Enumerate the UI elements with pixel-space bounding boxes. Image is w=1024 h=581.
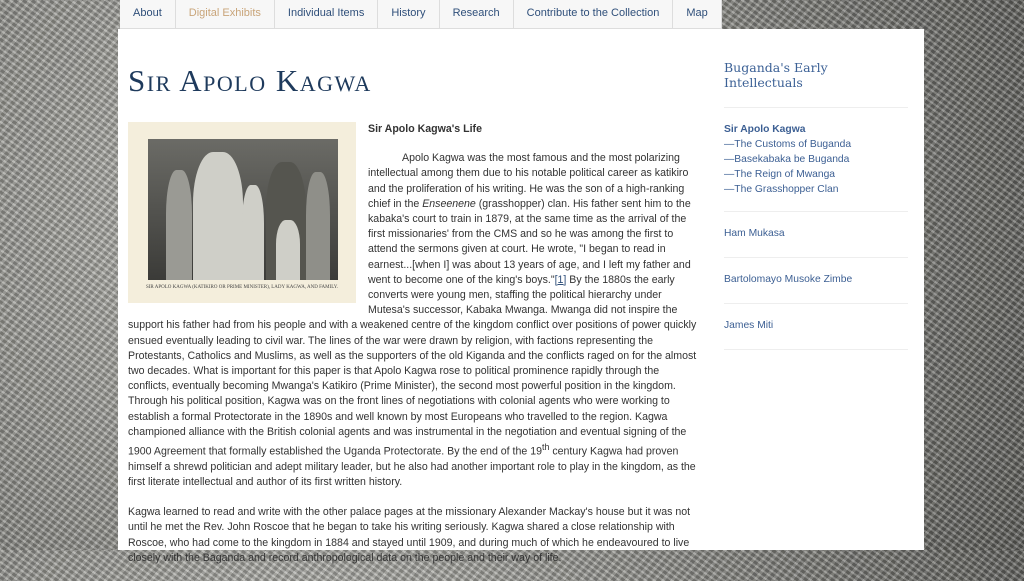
nav-about[interactable]: About — [120, 0, 176, 28]
photo-caption: SIR APOLO KAGWA (KATIKIRO OR PRIME MINISTER), LADY KAGWA, AND FAMILY. — [145, 285, 339, 290]
content-panel — [118, 29, 924, 564]
nav-history[interactable]: History — [378, 0, 439, 28]
nav-research[interactable]: Research — [440, 0, 514, 28]
sidebar-subitem-customs[interactable]: —The Customs of Buganda — [724, 139, 852, 150]
photo-image — [148, 139, 338, 280]
main-nav — [120, 0, 722, 29]
sidebar-group-kagwa — [724, 108, 908, 212]
sidebar-title: Buganda's Early Intellectuals — [724, 60, 908, 108]
text: Apolo Kagwa was the most famous and the most polarizing intellectual among them due to his notable political career as katikiro and the proliferation of his writing. He was the son of a high-ranking chief in the — [368, 152, 689, 210]
article — [128, 122, 702, 581]
sidebar-current-label: Sir Apolo Kagwa — [724, 124, 806, 135]
text: (grasshopper) clan. His father sent him to the kabaka's court to train in 1879, at the same time as the arrival of the first missionaries' from the CMS and so he was among the first to attend the sermons given at court. He wrote, "I began to read in earnest...[when I] was about 13 years of age, and I left my father and went to become one of the king's boys." — [368, 197, 691, 286]
sidebar-item-sir-apolo-kagwa[interactable] — [724, 122, 908, 137]
paragraph-2: Kagwa learned to read and write with the other palace pages at the missionary Alexander Mackay's house but it was not until he met the Rev. John Roscoe that he began to take his writing seriously. Kagwa shared a close relationship with Roscoe, who had come to the kingdom in 1884 and stayed until 1909, and during much of which he endeavoured to live closely with the Baganda and record anthropological data on the people and their way of life. — [128, 506, 691, 564]
sidebar — [724, 60, 908, 350]
text: century Kagwa had proven himself a shrewd politician and adept military leader, but he also had another important role to play in the kingdom, as the first literate intellectual and author of its first written history. — [128, 445, 696, 488]
sidebar-subitem-grasshopper-clan[interactable]: —The Grasshopper Clan — [724, 184, 839, 195]
sidebar-subitem-basekabaka[interactable]: —Basekabaka be Buganda — [724, 154, 850, 165]
page-title: Sir Apolo Kagwa — [128, 63, 372, 98]
nav-digital-exhibits[interactable]: Digital Exhibits — [176, 0, 275, 28]
footnote-link[interactable]: [1] — [554, 273, 567, 286]
nav-contribute[interactable]: Contribute to the Collection — [514, 0, 674, 28]
sidebar-group — [724, 212, 908, 258]
nav-map[interactable]: Map — [673, 0, 721, 28]
text: By the 1880s the early converts were young men, staffing the political hierarchy under Mutesa's successor, Kabaka Mwanga. Mwanga did not inspire the support his father had from his people and with a weakened centre of the kingdom conflict over positions of power quickly ensued eventually leading to civil war. The lines of the war were drawn by religion, with factions representing the Protestants, Catholics and Muslims, as well as the supporters of the old Kiganda and the conflicts raged on for the almost two decades. What is important for this paper is that Apolo Kagwa rose to political prominence rapidly through the conflicts, eventually becoming Mwanga's Katikiro (Prime Minister), the second most powerful position in the kingdom. Through his political position, Kagwa was on the front lines of negotiations with colonial agents who were working to establish a formal Protectorate in the 1890s and well known by most Europeans who travelled to the region. Kagwa championed alliance with the British colonial agents and was instrumental in the negotiation and eventual signing of the 1900 Agreement that formally established the Uganda Protectorate. By the end of the 19 — [128, 273, 697, 458]
sidebar-item-bartolomayo-zimbe[interactable]: Bartolomayo Musoke Zimbe — [724, 274, 853, 285]
kagwa-family-photo — [128, 122, 356, 303]
nav-individual-items[interactable]: Individual Items — [275, 0, 378, 28]
sidebar-group — [724, 304, 908, 350]
article-heading: Sir Apolo Kagwa's Life — [368, 123, 482, 135]
sidebar-group — [724, 258, 908, 304]
superscript: th — [542, 442, 550, 453]
text-em: Enseenene — [422, 197, 476, 210]
sidebar-subitem-reign-of-mwanga[interactable]: —The Reign of Mwanga — [724, 169, 836, 180]
sidebar-item-james-miti[interactable]: James Miti — [724, 320, 774, 331]
sidebar-item-ham-mukasa[interactable]: Ham Mukasa — [724, 228, 785, 239]
